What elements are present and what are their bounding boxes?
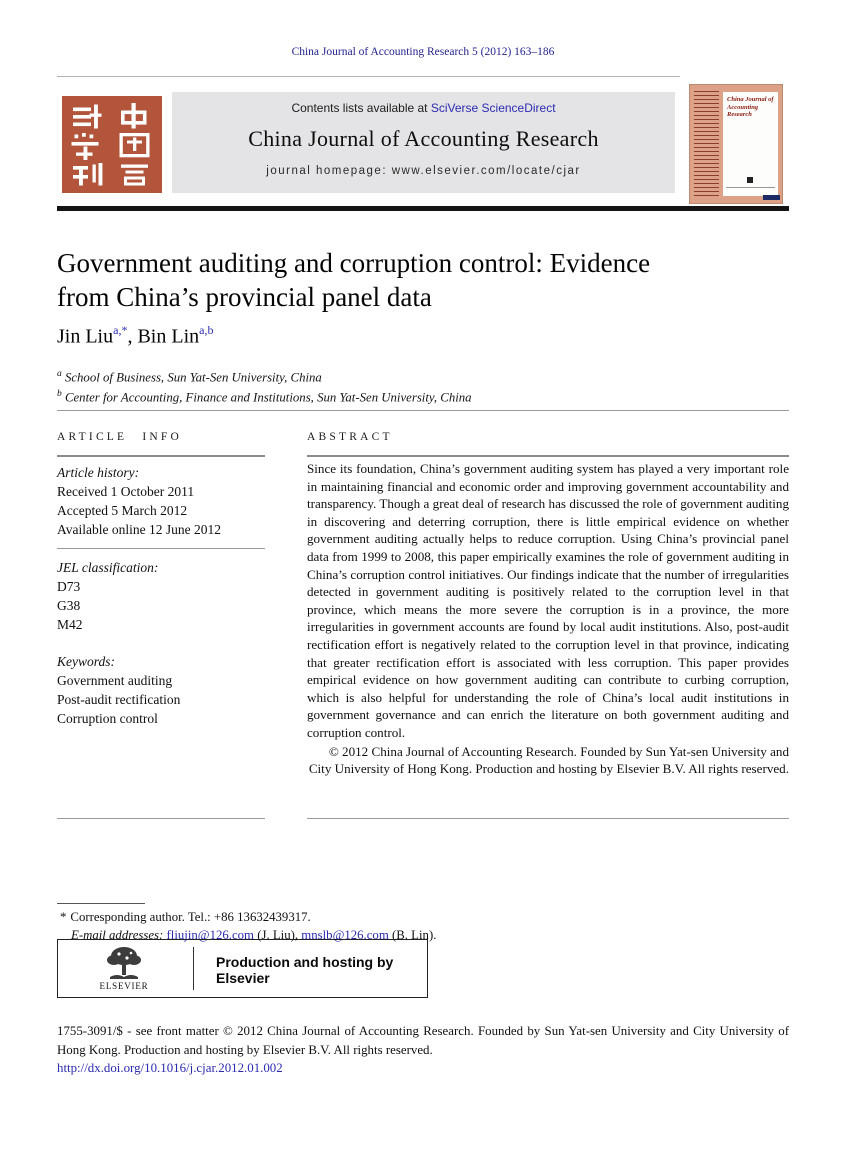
keyword: Corruption control xyxy=(57,711,158,726)
author-affiliation-marker: a,* xyxy=(113,323,128,337)
journal-cover-thumbnail xyxy=(689,84,783,204)
journal-title: China Journal of Accounting Research xyxy=(248,126,599,151)
author-name: Bin Lin xyxy=(137,325,200,348)
production-hosting-text: Production and hosting by Elsevier xyxy=(216,954,394,986)
jel-code: M42 xyxy=(57,617,83,632)
keyword: Government auditing xyxy=(57,673,173,688)
masthead-box xyxy=(172,92,675,193)
email-owner-lin: (B. Lin). xyxy=(388,927,437,942)
email-owner-liu: (J. Liu), xyxy=(254,927,302,942)
publisher-box-divider xyxy=(193,947,194,990)
keyword: Post-audit rectification xyxy=(57,692,181,707)
article-history-label: Article history: xyxy=(57,465,140,480)
author-affiliation-marker: a,b xyxy=(199,323,214,337)
footnote-rule xyxy=(57,903,145,904)
article-info-heading: ARTICLE INFO xyxy=(57,431,182,443)
affiliation-line xyxy=(57,366,472,386)
imprint-legal-text: 1755-3091/$ - see front matter © 2012 China Journal of Accounting Research. Founded by Sun Yat-sen University and City University of Hong Kong. Production and hosting by Elsevier B.V. All rights reserved. xyxy=(57,1024,789,1057)
cover-title-panel xyxy=(723,92,778,196)
history-jel-divider xyxy=(57,548,265,549)
keywords-label: Keywords: xyxy=(57,654,115,669)
jel-code: D73 xyxy=(57,579,81,594)
contents-list-line xyxy=(172,92,675,115)
masthead-divider-bar xyxy=(57,206,789,211)
cover-toc-text-lines xyxy=(694,91,719,197)
author-line xyxy=(57,324,213,349)
sciverse-sciencedirect-link[interactable]: SciVerse ScienceDirect xyxy=(430,101,556,115)
history-available: Available online 12 June 2012 xyxy=(57,522,221,537)
affiliation-text: School of Business, Sun Yat-Sen University, China xyxy=(61,370,322,385)
affiliation-line xyxy=(57,386,472,406)
author-separator: , xyxy=(127,325,138,348)
email-label: E-mail addresses: xyxy=(71,927,164,942)
abstract-rule xyxy=(307,455,789,457)
top-rule xyxy=(57,76,680,77)
info-bottom-rule xyxy=(57,818,265,819)
affiliation-marker: b xyxy=(57,388,62,399)
article-title xyxy=(57,246,757,314)
jel-label: JEL classification: xyxy=(57,560,159,575)
email-link-liu[interactable]: fliujin@126.com xyxy=(166,927,254,942)
article-info-column xyxy=(57,463,271,728)
elsevier-tree-logo-icon xyxy=(100,945,148,981)
spacer xyxy=(57,634,271,652)
cover-sciencedirect-chip-icon xyxy=(763,195,780,200)
doi-link[interactable]: http://dx.doi.org/10.1016/j.cjar.2012.01.002 xyxy=(57,1061,283,1075)
email-link-lin[interactable]: mnslb@126.com xyxy=(301,927,389,942)
affiliation-rule xyxy=(57,410,789,411)
publisher-box xyxy=(57,939,428,998)
abstract-column xyxy=(307,460,789,778)
author-name: Jin Liu xyxy=(57,325,114,348)
history-accepted: Accepted 5 March 2012 xyxy=(57,503,188,518)
history-received: Received 1 October 2011 xyxy=(57,484,195,499)
cover-publisher-mark-icon xyxy=(747,177,753,183)
cover-foot-rule xyxy=(726,187,775,188)
contents-prefix: Contents lists available at xyxy=(291,101,431,115)
chinese-seal-characters-icon xyxy=(70,103,154,187)
imprint-block xyxy=(57,1022,789,1078)
jel-code: G38 xyxy=(57,598,81,613)
article-title-line1: Government auditing and corruption control: Evidence xyxy=(57,248,651,278)
affiliation-marker: a xyxy=(57,369,62,379)
journal-homepage-url[interactable]: journal homepage: www.elsevier.com/locate/cjar xyxy=(266,165,581,177)
cover-journal-title: China Journal of Accounting Research xyxy=(727,96,774,118)
journal-citation-header: China Journal of Accounting Research 5 (2012) 163–186 xyxy=(291,46,555,58)
article-title-line2: from China’s provincial panel data xyxy=(57,282,432,312)
corresponding-author-note xyxy=(57,909,617,927)
affiliations xyxy=(57,366,472,406)
footnote-marker: * xyxy=(60,910,67,924)
copyright-statement: © 2012 China Journal of Accounting Research. Founded by Sun Yat-sen University and City University of Hong Kong. Production and hosting by Elsevier B.V. All rights reserved. xyxy=(308,743,789,777)
abstract-bottom-rule xyxy=(307,818,789,819)
abstract-text: Since its foundation, China’s government auditing system has played a very important role in maintaining financial and economic order and improving government accountability and transparency. Though a great deal of research has discussed the role of government auditing in discovering and deterring corruption, there is little empirical evidence on whether government auditing actually helps to reduce corruption. Using China’s provincial panel data from 1999 to 2008, this paper empirically examines the role of government auditing in China’s corruption control initiatives. Our findings indicate that the number of irregularities detected in government auditing is positively related to the corruption level in that province, which means the more severe the corruption is in a province, the more irregularities in government accounts are found by local audit institutions. Also, post-audit rectification effort is negatively related to the corruption level in that province, indicating that greater rectification effort is associated with less corruption. This paper provides empirical evidence on how government auditing can contribute to curbing corruption, which is also helpful for understanding the role of China’s local audit institutions in government governance and can enrich the literature on both government auditing and corruption control. xyxy=(307,461,789,740)
corresponding-author-text: Corresponding author. Tel.: +86 13632439317. xyxy=(70,910,311,924)
article-info-rule xyxy=(57,455,265,457)
elsevier-wordmark: ELSEVIER xyxy=(99,981,149,991)
journal-seal-logo xyxy=(62,96,162,193)
abstract-heading: ABSTRACT xyxy=(307,431,393,443)
affiliation-text: Center for Accounting, Finance and Institutions, Sun Yat-Sen University, China xyxy=(61,390,472,405)
